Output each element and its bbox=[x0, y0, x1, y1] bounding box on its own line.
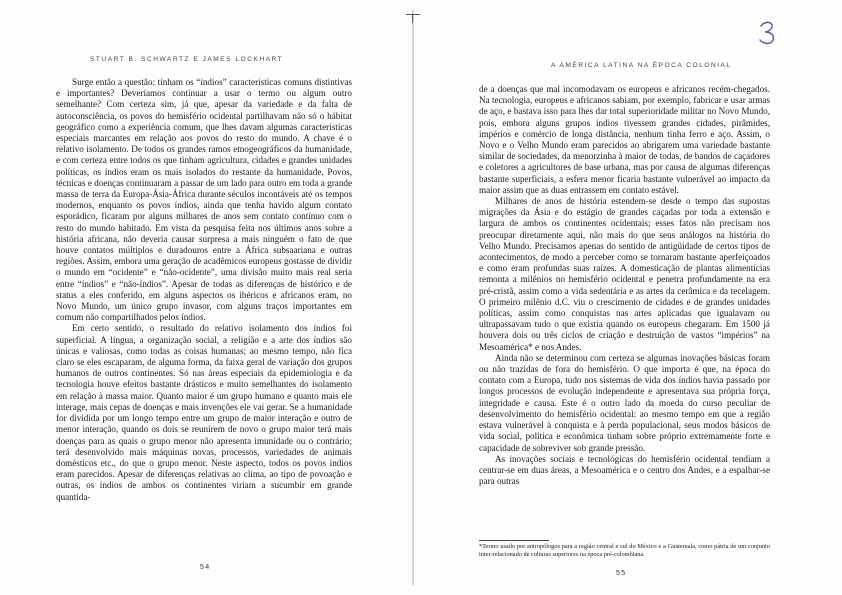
right-page bbox=[421, 0, 842, 595]
paragraph: de a doenças que mal incomodavam os europeus e africanos recém-chegados. Na tecnologia, europeus e africanos sabiam, por exemplo, fabricar e usar armas de aço, e bastava isso para lhes dar total superioridade militar no Novo Mundo, pois, embora alguns grupos índios tivessem grandes cidades, pirâmides, impérios e comércio de longa distância, nenhum tinha ferro e aço. Assim, o Novo e o Velho Mundo eram parecidos ao abrigarem uma variedade bastante similar de sociedades, da menorzinha à maior de todas, de bandos de caçadores e coletores a agricultores de base urbana, mas por causa de algumas diferenças bastante superficiais, a esfera menor ficaria bastante vulnerável ao impacto da maior assim que as duas entrassem em contato estável. bbox=[479, 84, 770, 195]
footnote-divider bbox=[479, 540, 549, 541]
paragraph: Surge então a questão: tinham os “índios” características comuns distintivas e importantes? Deveríamos continuar a usar o termo ou algum outro semelhante? Com certeza sim, já que, apesar da variedade e da falta de autoconsciência, os povos do hemisfério ocidental partilhavam não só o hábitat geográfico como a experiência comum, que lhes davam algumas características especiais marcantes em relação aos povos do resto do mundo. A chave é o relativo isolamento. De todos os grandes ramos etnogeográficos da humanidade, e com certeza entre todos os que tinham agricultura, cidades e grandes unidades políticas, os índios eram os mais isolados do restante da humanidade. Povos, técnicas e doenças continuaram a passar de um lado para outro em toda a grande massa de terra da Europa-Ásia-África durante séculos incontáveis até os tempos modernos, enquanto os povos índios, ainda que tenha havido algum contato esporádico, ficaram por alguns milhares de anos sem contato contínuo com o resto do mundo habitado. Em vista da pesquisa feita nos últimos anos sobre a história africana, não deveria causar surpresa a mais ninguém o fato de que houve contatos múltiplos e duradouros entre a África subsaariana e outras regiões. Assim, embora uma geração de acadêmicos europeus gostasse de dividir o mundo em “ocidente” e “não-ocidente”, uma divisão muito mais real seria entre “índios” e “não-índios”. Apesar de todas as diferenças de histórico e de status a eles conferido, em alguns aspectos os ibéricos e africanos eram, no Novo Mundo, um único grupo invasor, com alguns traços importantes em comum não compartilhados pelos índios. bbox=[56, 77, 352, 323]
handwritten-annotation bbox=[757, 20, 781, 46]
footnote: *Termo usado por antropólogos para a região central e sul do México e a Guatemala, como pátria de um conjunto inter-relacionado de culturas superiores na época pré-colombiana. bbox=[479, 543, 770, 558]
binding-mark bbox=[406, 14, 420, 22]
running-head-left: STUART B. SCHWARTZ E JAMES LOCKHART bbox=[90, 56, 284, 63]
paragraph: As inovações sociais e tecnológicas do hemisfério ocidental tendiam a centrar-se em duas áreas, a Mesoamérica e o centro dos Andes, e a espalhar-se para outras bbox=[479, 453, 770, 487]
running-head-right: A AMÉRICA LATINA NA ÉPOCA COLONIAL bbox=[551, 62, 732, 69]
page-number-left: 54 bbox=[200, 564, 211, 571]
paragraph: Milhares de anos de história estendem-se desde o tempo das supostas migrações da Ásia e do estágio de grandes caçadas por toda a extensão e largura de ambos os continentes ocidentais; esses fatos não precisam nos preocupar diretamente aqui, não mais do que seus análogos na história do Velho Mundo. Precisamos apenas do sentido de antigüidade de certos tipos de acontecimentos, de modo a perceber como se tornaram bastante aperfeiçoados e como eram profundas suas raízes. A domesticação de plantas alimentícias remonta a milênios no hemisfério ocidental e penetra profundamente na era pré-cristã, assim como a vida sedentária e as artes da cerâmica e da tecelagem. O primeiro milênio d.C. viu o crescimento de cidades e de grandes unidades políticas, assim como conquistas nas artes aplicadas que igualavam ou ultrapassavam tudo o que existia quando os europeus chegaram. Em 1500 já houvera dois ou três ciclos de criação e destruição de vastos “impérios” na Mesoamérica* e nos Andes. bbox=[479, 196, 770, 352]
page-number-right: 55 bbox=[616, 570, 627, 577]
body-text-left bbox=[56, 77, 352, 503]
paragraph: Ainda não se determinou com certeza se algumas inovações básicas foram ou não trazidas de fora do hemisfério. O que importa é que, na época do contato com a Europa, tudo nos sistemas de vida dos índios havia passado por longos processos de evolução independente e apresentava sua própria força, integridade e causa. Este é o outro lado da moeda do curso peculiar de desenvolvimento do hemisfério ocidental: ao mesmo tempo em que a região estava vulnerável à conquista e à perda populacional, seus modos básicos de vida social, política e econômica tinham sobre próprio extremamente forte e capacidade de sobreviver sob grande pressão. bbox=[479, 352, 770, 453]
paragraph: Em certo sentido, o resultado do relativo isolamento dos índios foi superficial. A língua, a organização social, a religião e a arte dos índios são únicas e valiosas, como todas as coisas humanas; ao mesmo tempo, não fica claro se eles escaparam, de alguma forma, da faixa geral de variação dos grupos humanos de outros continentes. Só nas áreas especiais da epidemiologia e da tecnologia houve efeitos bastante drásticos e muito semelhantes do isolamento em relação à massa maior. Quanto maior é um grupo humano e quanto mais ele interage, mais cepas de doenças e mais invenções ele vai gerar. Se a humanidade for dividida por um longo tempo entre um grupo de maior interação e outro de menor interação, quando os dois se reunirem de novo o grupo maior terá mais doenças para as quais o grupo menor não apresenta imunidade ou o contrário; terá desenvolvido mais máquinas novas, processos, variedades de animais domésticos etc., do que o grupo menor. Neste aspecto, todos os povos índios eram parecidos. Apesar de diferenças relativas ao clima, ao tipo de povoação e outras, os índios de ambos os continentes viriam a sucumbir em grande quantida- bbox=[56, 323, 352, 502]
body-text-right bbox=[479, 84, 770, 487]
book-gutter bbox=[412, 10, 414, 585]
